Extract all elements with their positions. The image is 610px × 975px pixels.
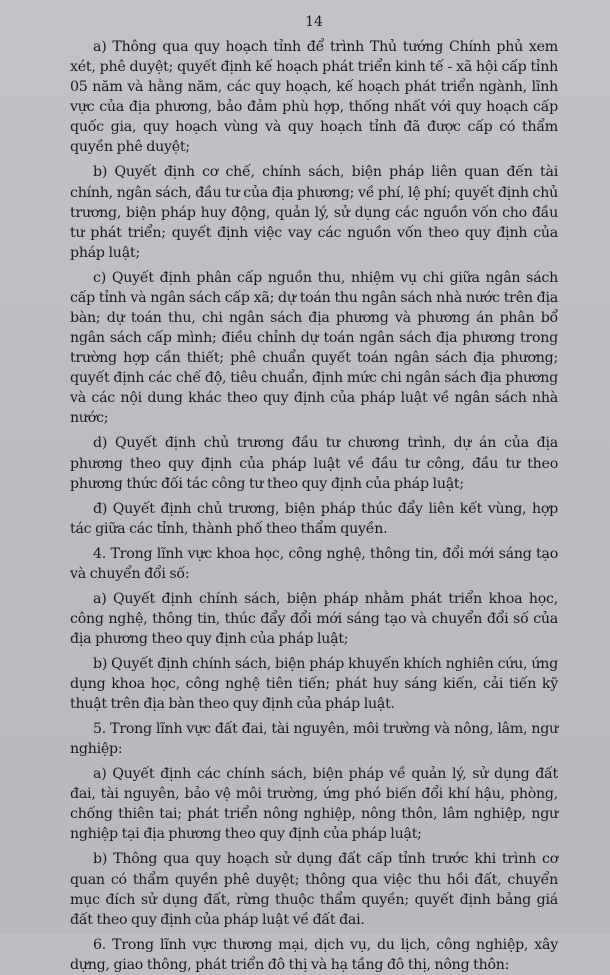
- paragraph-4a: a) Quyết định chính sách, biện pháp nhằm phát triển khoa học, công nghệ, thông tin, thúc đẩy đổi mới sáng tạo và chuyển đổi số của địa phương theo quy định của pháp luật;: [70, 590, 558, 647]
- paragraph-3a: a) Thông qua quy hoạch tỉnh để trình Thủ tướng Chính phủ xem xét, phê duyệt; quyết định kế hoạch phát triển kinh tế - xã hội cấp tỉnh 05 năm và hằng năm, các quy hoạch, kế hoạch phát triển ngành, lĩnh vực của địa phương, bảo đảm phù hợp, thống nhất với quy hoạch cấp quốc gia, quy hoạch vùng và quy hoạch tỉnh đã được cấp có thẩm quyền phê duyệt;: [70, 39, 558, 156]
- paragraph-5a: a) Quyết định các chính sách, biện pháp về quản lý, sử dụng đất đai, tài nguyên, bảo vệ môi trường, ứng phó biến đổi khí hậu, phòng, chống thiên tai; phát triển nông nghiệp, nông thôn, lâm nghiệp, ngư nghiệp tại địa phương theo quy định của pháp luật;: [70, 766, 558, 843]
- page-number: 14: [305, 14, 323, 30]
- paragraph-5b: b) Thông qua quy hoạch sử dụng đất cấp tỉnh trước khi trình cơ quan có thẩm quyền phê duyệt; thông qua việc thu hồi đất, chuyển mục đích sử dụng đất, rừng thuộc thẩm quyền; quyết định bảng giá đất theo quy định của pháp luật về đất đai.: [70, 851, 558, 928]
- paragraph-3c: c) Quyết định phân cấp nguồn thu, nhiệm vụ chi giữa ngân sách cấp tỉnh và ngân sách cấp xã; dự toán thu ngân sách nhà nước trên địa bàn; dự toán thu, chi ngân sách địa phương và phương án phân bổ ngân sách cấp mình; điều chỉnh dự toán ngân sách địa phương trong trường hợp cần thiết; phê chuẩn quyết toán ngân sách địa phương; quyết định các chế độ, tiêu chuẩn, định mức chi ngân sách địa phương và các nội dung khác theo quy định của pháp luật về ngân sách nhà nước;: [70, 269, 558, 427]
- section-5-heading: 5. Trong lĩnh vực đất đai, tài nguyên, môi trường và nông, lâm, ngư nghiệp:: [70, 721, 558, 758]
- paragraph-3d: d) Quyết định chủ trương đầu tư chương trình, dự án của địa phương theo quy định của pháp luật về đầu tư công, đầu tư theo phương thức đối tác công tư theo quy định của pháp luật;: [70, 435, 558, 492]
- section-6-heading: 6. Trong lĩnh vực thương mại, dịch vụ, du lịch, công nghiệp, xây dựng, giao thông, phát triển đô thị và hạ tầng đô thị, nông thôn:: [70, 936, 558, 973]
- paragraph-4b: b) Quyết định chính sách, biện pháp khuyến khích nghiên cứu, ứng dụng khoa học, công nghệ tiên tiến; phát huy sáng kiến, cải tiến kỹ thuật trên địa bàn theo quy định của pháp luật.: [70, 655, 558, 713]
- paragraph-3dd: đ) Quyết định chủ trương, biện pháp thúc đẩy liên kết vùng, hợp tác giữa các tỉnh, thành phố theo thẩm quyền.: [70, 500, 558, 537]
- paragraph-3b: b) Quyết định cơ chế, chính sách, biện pháp liên quan đến tài chính, ngân sách, đầu tư của địa phương; về phí, lệ phí; quyết định chủ trương, biện pháp huy động, quản lý, sử dụng các nguồn vốn cho đầu tư phát triển; quyết định việc vay các nguồn vốn theo quy định của pháp luật;: [70, 164, 558, 261]
- section-4-heading: 4. Trong lĩnh vực khoa học, công nghệ, thông tin, đổi mới sáng tạo và chuyển đổi số:: [70, 545, 558, 582]
